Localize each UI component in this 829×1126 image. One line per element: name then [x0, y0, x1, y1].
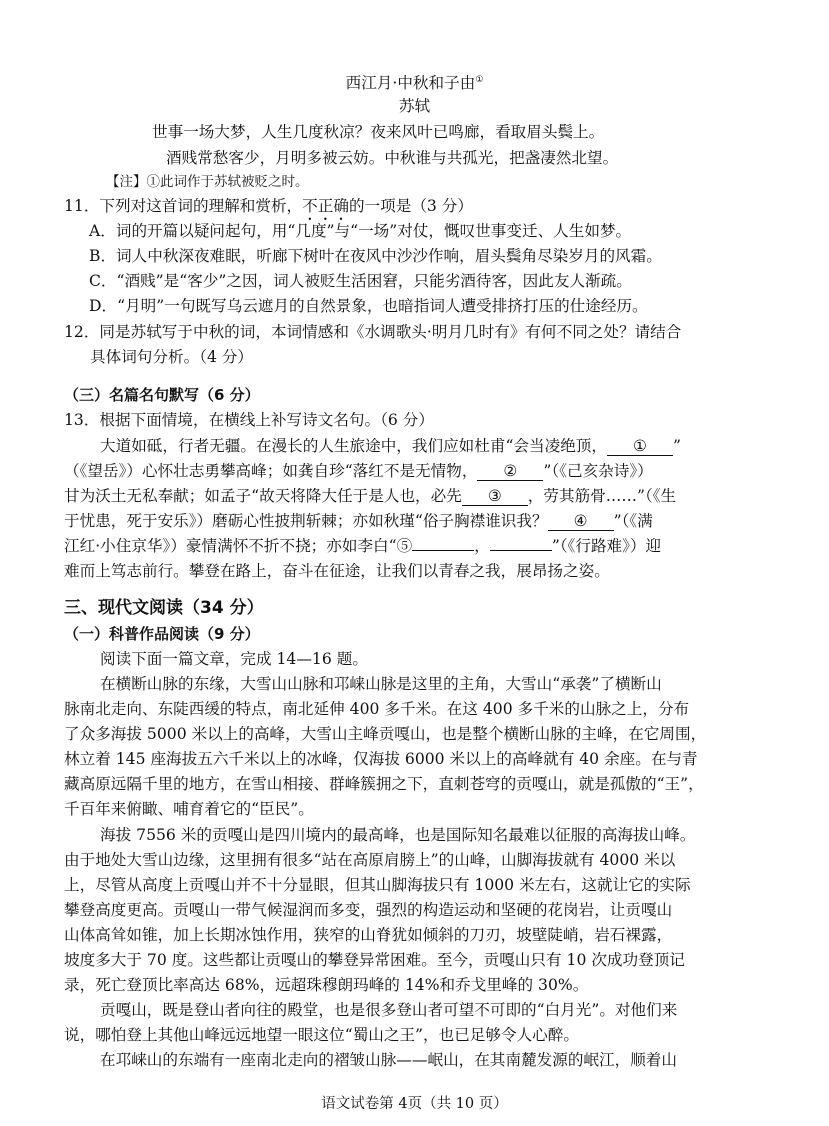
q13-text: ，劳其筋骨……”（《生: [527, 487, 677, 505]
article-line: 贡嘎山，既是登山者向往的殿堂，也是很多登山者可望不可即的“白月光”。对他们来: [100, 1001, 678, 1019]
q13-text-line-1: [100, 434, 829, 458]
poem-note: 【注】①此词作于苏轼被贬之时。: [106, 174, 309, 190]
article-line: 上，尽管从高度上贡嘎山并不十分显眼，但其山脚海拔只有 1000 米左右，这就让它的实际: [64, 876, 691, 894]
poem-title: [0, 68, 829, 95]
poem-line-1: 世事一场大梦，人生几度秋凉？夜来风叶已鸣廊，看取眉头鬓上。: [152, 123, 605, 141]
poem-author: 苏轼: [398, 97, 431, 115]
article-line: 由于地处大雪山边缘，这里拥有很多“站在高原肩膀上”的山峰，山脚海拔就有 4000 米以: [64, 851, 676, 869]
section-heading-memorization: （三）名篇名句默写（6 分）: [64, 386, 260, 404]
q13-text: ”（《行路难》）迎: [551, 537, 662, 555]
q13-text: ，: [474, 537, 490, 555]
q11-option-c: C．“酒贱”是“客少”之因，词人被贬生活困窘，只能劣酒待客，因此友人渐疏。: [89, 272, 632, 290]
article-line: 在邛崃山的东端有一座南北走向的褶皱山脉——岷山，在其南麓发源的岷江，顺着山: [100, 1051, 677, 1069]
q11-prefix: 11．下列对这首词的理解和赏析，: [64, 197, 303, 215]
q13-text: （: [64, 462, 80, 480]
article-line: 脉南北走向、东陡西缓的特点，南北延伸 400 多千米。在这 400 多千米的山脉之上，分布: [64, 700, 690, 718]
article-line: 坡度多大于 70 度。这些都让贡嘎山的攀登异常困难。至今，贡嘎山只有 10 次成功登顶记: [64, 951, 685, 969]
blank-3[interactable]: ③: [462, 487, 528, 506]
q13-text: ”: [672, 437, 681, 455]
q13-text-line-5: [64, 534, 829, 558]
q13-text-line-2: [64, 459, 829, 483]
article-line: 藏高原远隔千里的地方，在雪山相接、群峰簇拥之下，直刺苍穹的贡嘎山，就是孤傲的“王”，: [64, 775, 704, 793]
q11-option-a: A．词的开篇以疑问起句，用“几度”与“一场”对仗，慨叹世事变迁、人生如梦。: [89, 222, 632, 240]
blank-5b[interactable]: [490, 550, 552, 551]
q13-text: 《望岳》）心怀壮志勇攀高峰；如龚自珍“落红不是无情物，: [79, 462, 478, 480]
poem-title-text: 西江月·中秋和子由: [345, 74, 476, 92]
footnote-mark: ①: [475, 75, 484, 85]
article-line: 林立着 145 座海拔五六千米以上的冰峰，仅海拔 6000 米以上的高峰就有 40 余座。在与青: [64, 750, 698, 768]
q11-suffix: 的一项是（3 分）: [348, 197, 473, 215]
q11-emphasis: 不正确: [302, 197, 349, 215]
q13-text-line-6: 难而上笃志前行。攀登在路上，奋斗在征途，让我们以青春之我，展昂扬之姿。: [64, 562, 610, 580]
blank-2[interactable]: ②: [477, 462, 543, 481]
blank-5a[interactable]: [412, 550, 474, 551]
q13-text: 于忧患，死于安乐》）磨砺心性披荆斩棘；亦如秋瑾“俗子胸襟谁识我？: [64, 512, 548, 530]
q13-text: 大道如砥，行者无疆。在漫长的人生旅途中，我们应如杜甫“会当凌绝顶，: [100, 437, 607, 455]
q13-text: ”（《己亥杂诗》）: [543, 462, 653, 480]
question-13: 13．根据下面情境，在横线上补写诗文名句。（6 分）: [64, 411, 434, 429]
q11-option-b: B．词人中秋深夜难眠，听廊下树叶在夜风中沙沙作响，眉头鬓角尽染岁月的风霜。: [89, 247, 662, 265]
article-line: 在横断山脉的东缘，大雪山山脉和邛崃山脉是这里的主角，大雪山“承袭”了横断山: [100, 675, 662, 693]
q13-text-line-4: [64, 509, 829, 533]
article-line: 了众多海拔 5000 米以上的高峰，大雪山主峰贡嘎山，也是整个横断山脉的主峰，在它周围，: [64, 725, 707, 743]
q11-option-d: D．“月明”一句既写乌云遮月的自然景象，也暗指词人遭受排挤打压的仕途经历。: [89, 297, 648, 315]
article-line: 攀登高度更高。贡嘎山一带气候湿润而多变，强烈的构造运动和坚硬的花岗岩，让贡嘎山: [64, 901, 673, 919]
page-footer: 语文试卷第 4页（共 10 页）: [321, 1096, 508, 1112]
reading-instruction: 阅读下面一篇文章，完成 14—16 题。: [100, 650, 368, 668]
q13-text: 甘为沃土无私奉献；如孟子“故天将降大任于是人也，必先: [64, 487, 462, 505]
article-line: 山体高耸如锥，加上长期冰蚀作用，狭窄的山脊犹如倾斜的刀刃，坡壁陡峭，岩石裸露，: [64, 926, 673, 944]
article-line: 千百年来俯瞰、哺育着它的“臣民”。: [64, 800, 314, 818]
blank-4[interactable]: ④: [548, 512, 614, 531]
q13-text-line-3: [64, 484, 829, 508]
question-12-line-1: 12．同是苏轼写于中秋的词，本词情感和《水调歌头·明月几时有》有何不同之处？请结合: [64, 323, 682, 341]
poem-line-2: 酒贱常愁客少，月明多被云妨。中秋谁与共孤光，把盏凄然北望。: [166, 149, 619, 167]
article-line: 海拔 7556 米的贡嘎山是四川境内的最高峰，也是国际知名最难以征服的高海拔山峰。: [100, 826, 696, 844]
sub-heading-science-reading: （一）科普作品阅读（9 分）: [64, 625, 260, 643]
q13-text: 江红·小住京华》）豪情满怀不折不挠；亦如李白“⑤: [64, 537, 413, 555]
article-line: 说，哪怕登上其他山峰远远地望一眼这位“蜀山之王”，也已足够令人心醉。: [64, 1026, 579, 1044]
question-12-line-2: 具体词句分析。（4 分）: [90, 348, 254, 366]
blank-1[interactable]: ①: [607, 437, 673, 456]
q13-text: ”（《满: [613, 512, 653, 530]
part-heading-modern-reading: 三、现代文阅读（34 分）: [64, 598, 264, 618]
article-line: 录，死亡登顶比率高达 68%，远超珠穆朗玛峰的 14%和乔戈里峰的 30%。: [64, 976, 589, 994]
